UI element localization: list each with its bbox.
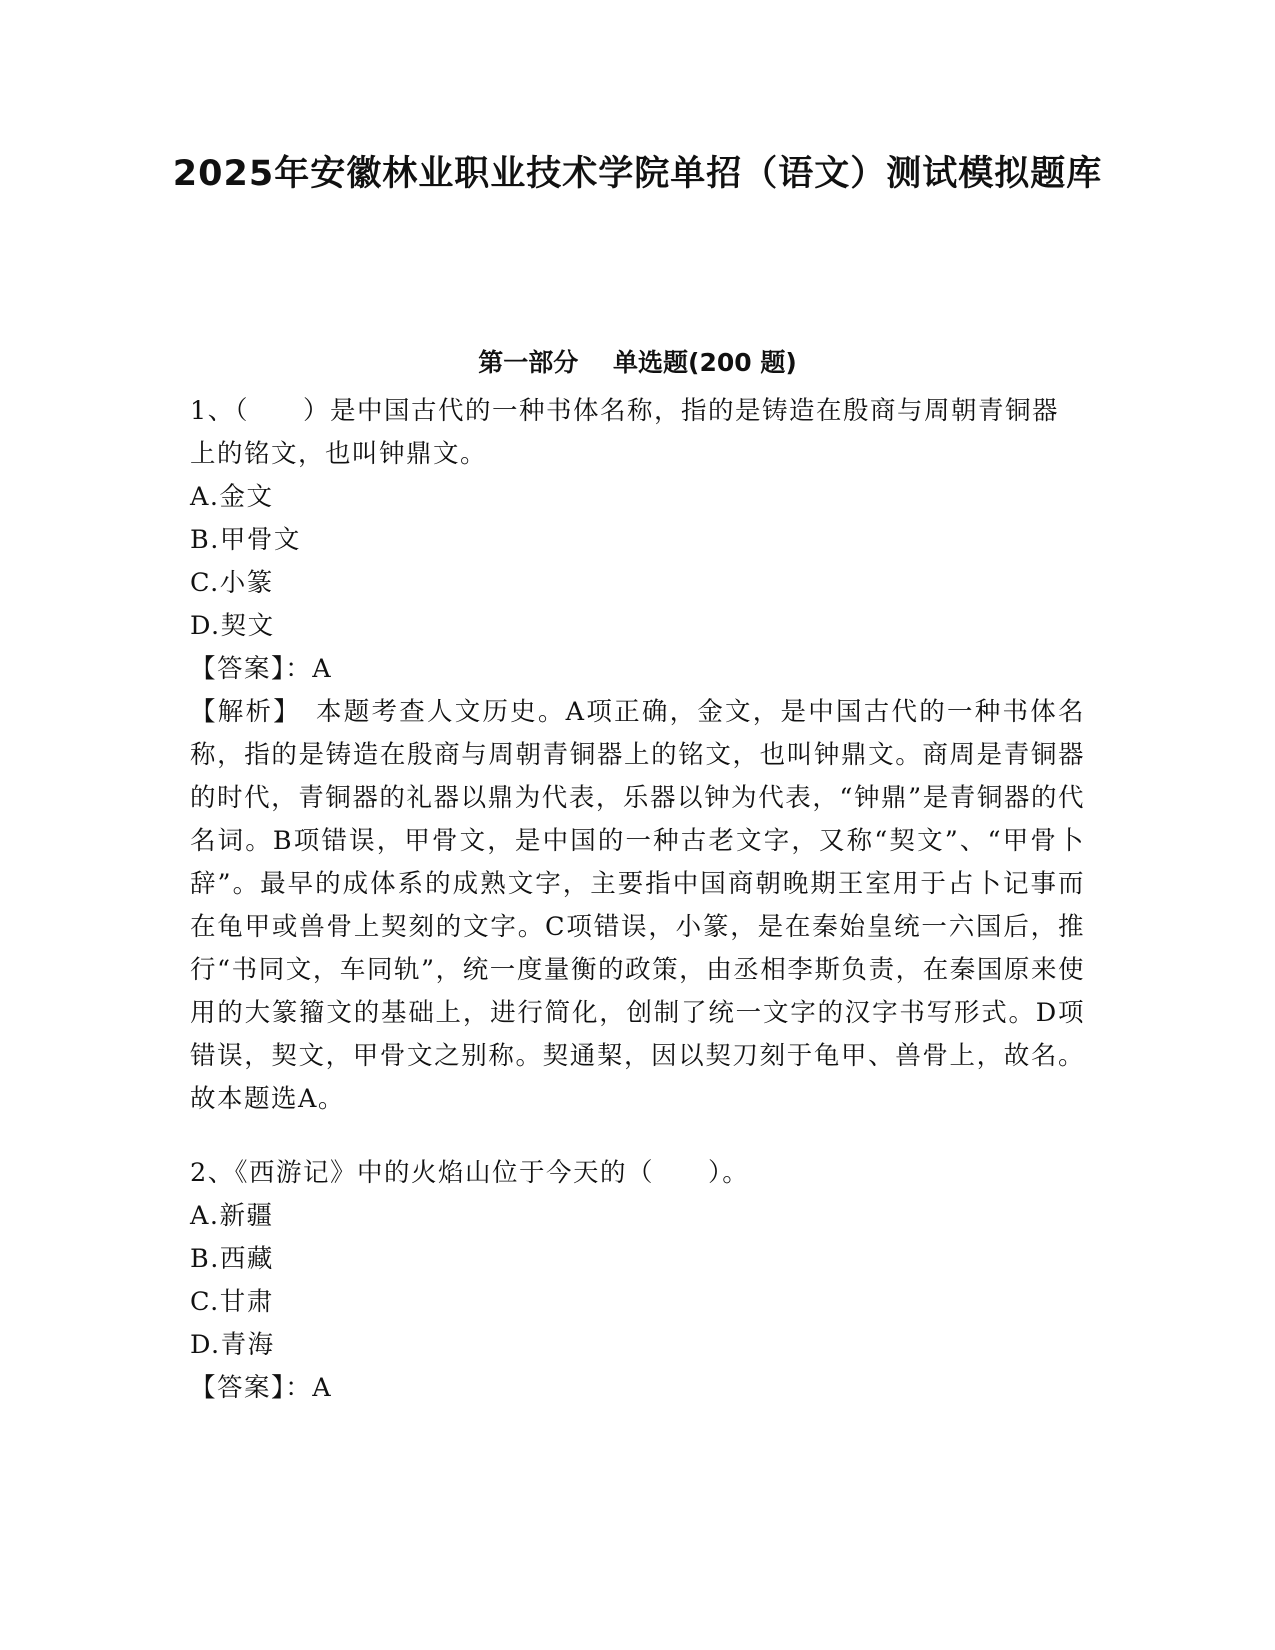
option-b: B.甲骨文 bbox=[190, 525, 301, 555]
option-a: A.新疆 bbox=[190, 1201, 274, 1231]
section-title: 第一部分 单选题(200 题) bbox=[478, 348, 797, 377]
explanation: 【解析】 本题考查人文历史。A项正确，金文，是中国古代的一种书体名称，指的是铸造在殷商与周朝青铜器上的铭文，也叫钟鼎文。商周是青铜器的时代，青铜器的礼器以鼎为代表，乐器以钟为代表，“钟鼎”是青铜器的代名词。B项错误，甲骨文，是中国的一种古老文字，又称“契文”、“甲骨卜辞”。最早的成体系的成熟文字，主要指中国商朝晚期王室用于占卜记事而在龟甲或兽骨上契刻的文字。C项错误，小篆，是在秦始皇统一六国后，推行“书同文，车同轨”，统一度量衡的政策，由丞相李斯负责，在秦国原来使用的大篆籀文的基础上，进行简化，创制了统一文字的汉字书写形式。D项错误，契文，甲骨文之别称。契通栔，因以契刀刻于龟甲、兽骨上，故名。故本题选A。 bbox=[190, 697, 1085, 1114]
option-b: B.西藏 bbox=[190, 1244, 274, 1274]
document-title: 2025年安徽林业职业技术学院单招（语文）测试模拟题库 bbox=[172, 154, 1103, 194]
option-c: C.甘肃 bbox=[190, 1287, 274, 1317]
answer: 【答案】：A bbox=[190, 1373, 333, 1403]
option-d: D.契文 bbox=[190, 611, 275, 641]
option-d: D.青海 bbox=[190, 1330, 275, 1360]
answer: 【答案】：A bbox=[190, 654, 333, 684]
question-2 bbox=[190, 1152, 1085, 1410]
question-1 bbox=[190, 390, 1085, 1121]
question-stem: 1、（ ）是中国古代的一种书体名称，指的是铸造在殷商与周朝青铜器上的铭文，也叫钟鼎文。 bbox=[190, 396, 1059, 469]
option-a: A.金文 bbox=[190, 482, 274, 512]
question-stem: 2、《西游记》中的火焰山位于今天的（ ）。 bbox=[190, 1158, 750, 1188]
option-c: C.小篆 bbox=[190, 568, 274, 598]
